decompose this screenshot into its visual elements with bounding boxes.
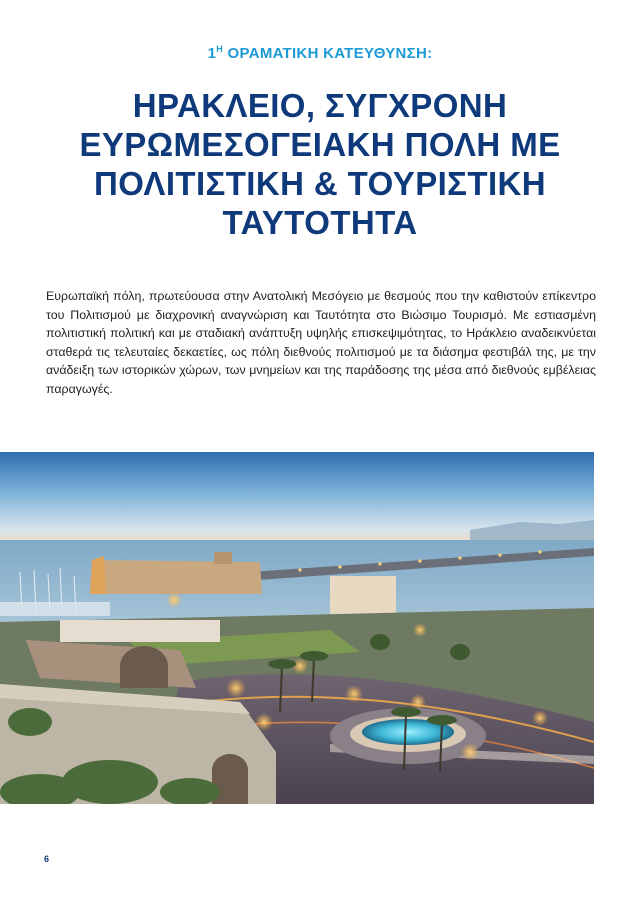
page-title xyxy=(40,86,600,242)
title-line: ΕΥΡΩΜΕΣΟΓΕΙΑΚΗ ΠΟΛΗ ΜΕ xyxy=(79,126,561,163)
harbor-dusk-photo xyxy=(0,452,594,804)
kicker-number: 1 xyxy=(207,45,217,62)
kicker-superscript: Η xyxy=(216,44,224,54)
title-line: ΠΟΛΙΤΙΣΤΙΚΗ & ΤΟΥΡΙΣΤΙΚΗ xyxy=(94,165,546,202)
page-number: 6 xyxy=(44,854,50,864)
title-line: ΗΡΑΚΛΕΙΟ, ΣΥΓΧΡΟΝΗ xyxy=(132,87,508,124)
section-kicker xyxy=(0,44,640,62)
title-line: ΤΑΥΤΟΤΗΤΑ xyxy=(222,204,418,241)
kicker-text: ΟΡΑΜΑΤΙΚΗ ΚΑΤΕΥΘΥΝΣΗ: xyxy=(223,45,433,62)
body-paragraph: Ευρωπαϊκή πόλη, πρωτεύουσα στην Ανατολική Μεσόγειο με θεσμούς που την καθιστούν επίκεντρο του Πολιτισμού με διαχρονική αναγνώριση και Ταυτότητα στο Βιώσιμο Τουρισμό. Με εστιασμένη πολιτιστική πολιτική και με σταδιακή ανάπτυξη υψηλής επισκεψιμότητας, το Ηράκλειο αναδεικνύεται σταθερά τις τελευταίες δεκαετίες, ως πόλη διεθνούς πολιτισμού με τα διάσημα φεστιβάλ της, με την ανάδειξη των ιστορικών χώρων, των μνημείων και της παράδοσης της μέσα από διεθνούς εμβέλειας παραγωγές. xyxy=(46,289,596,396)
